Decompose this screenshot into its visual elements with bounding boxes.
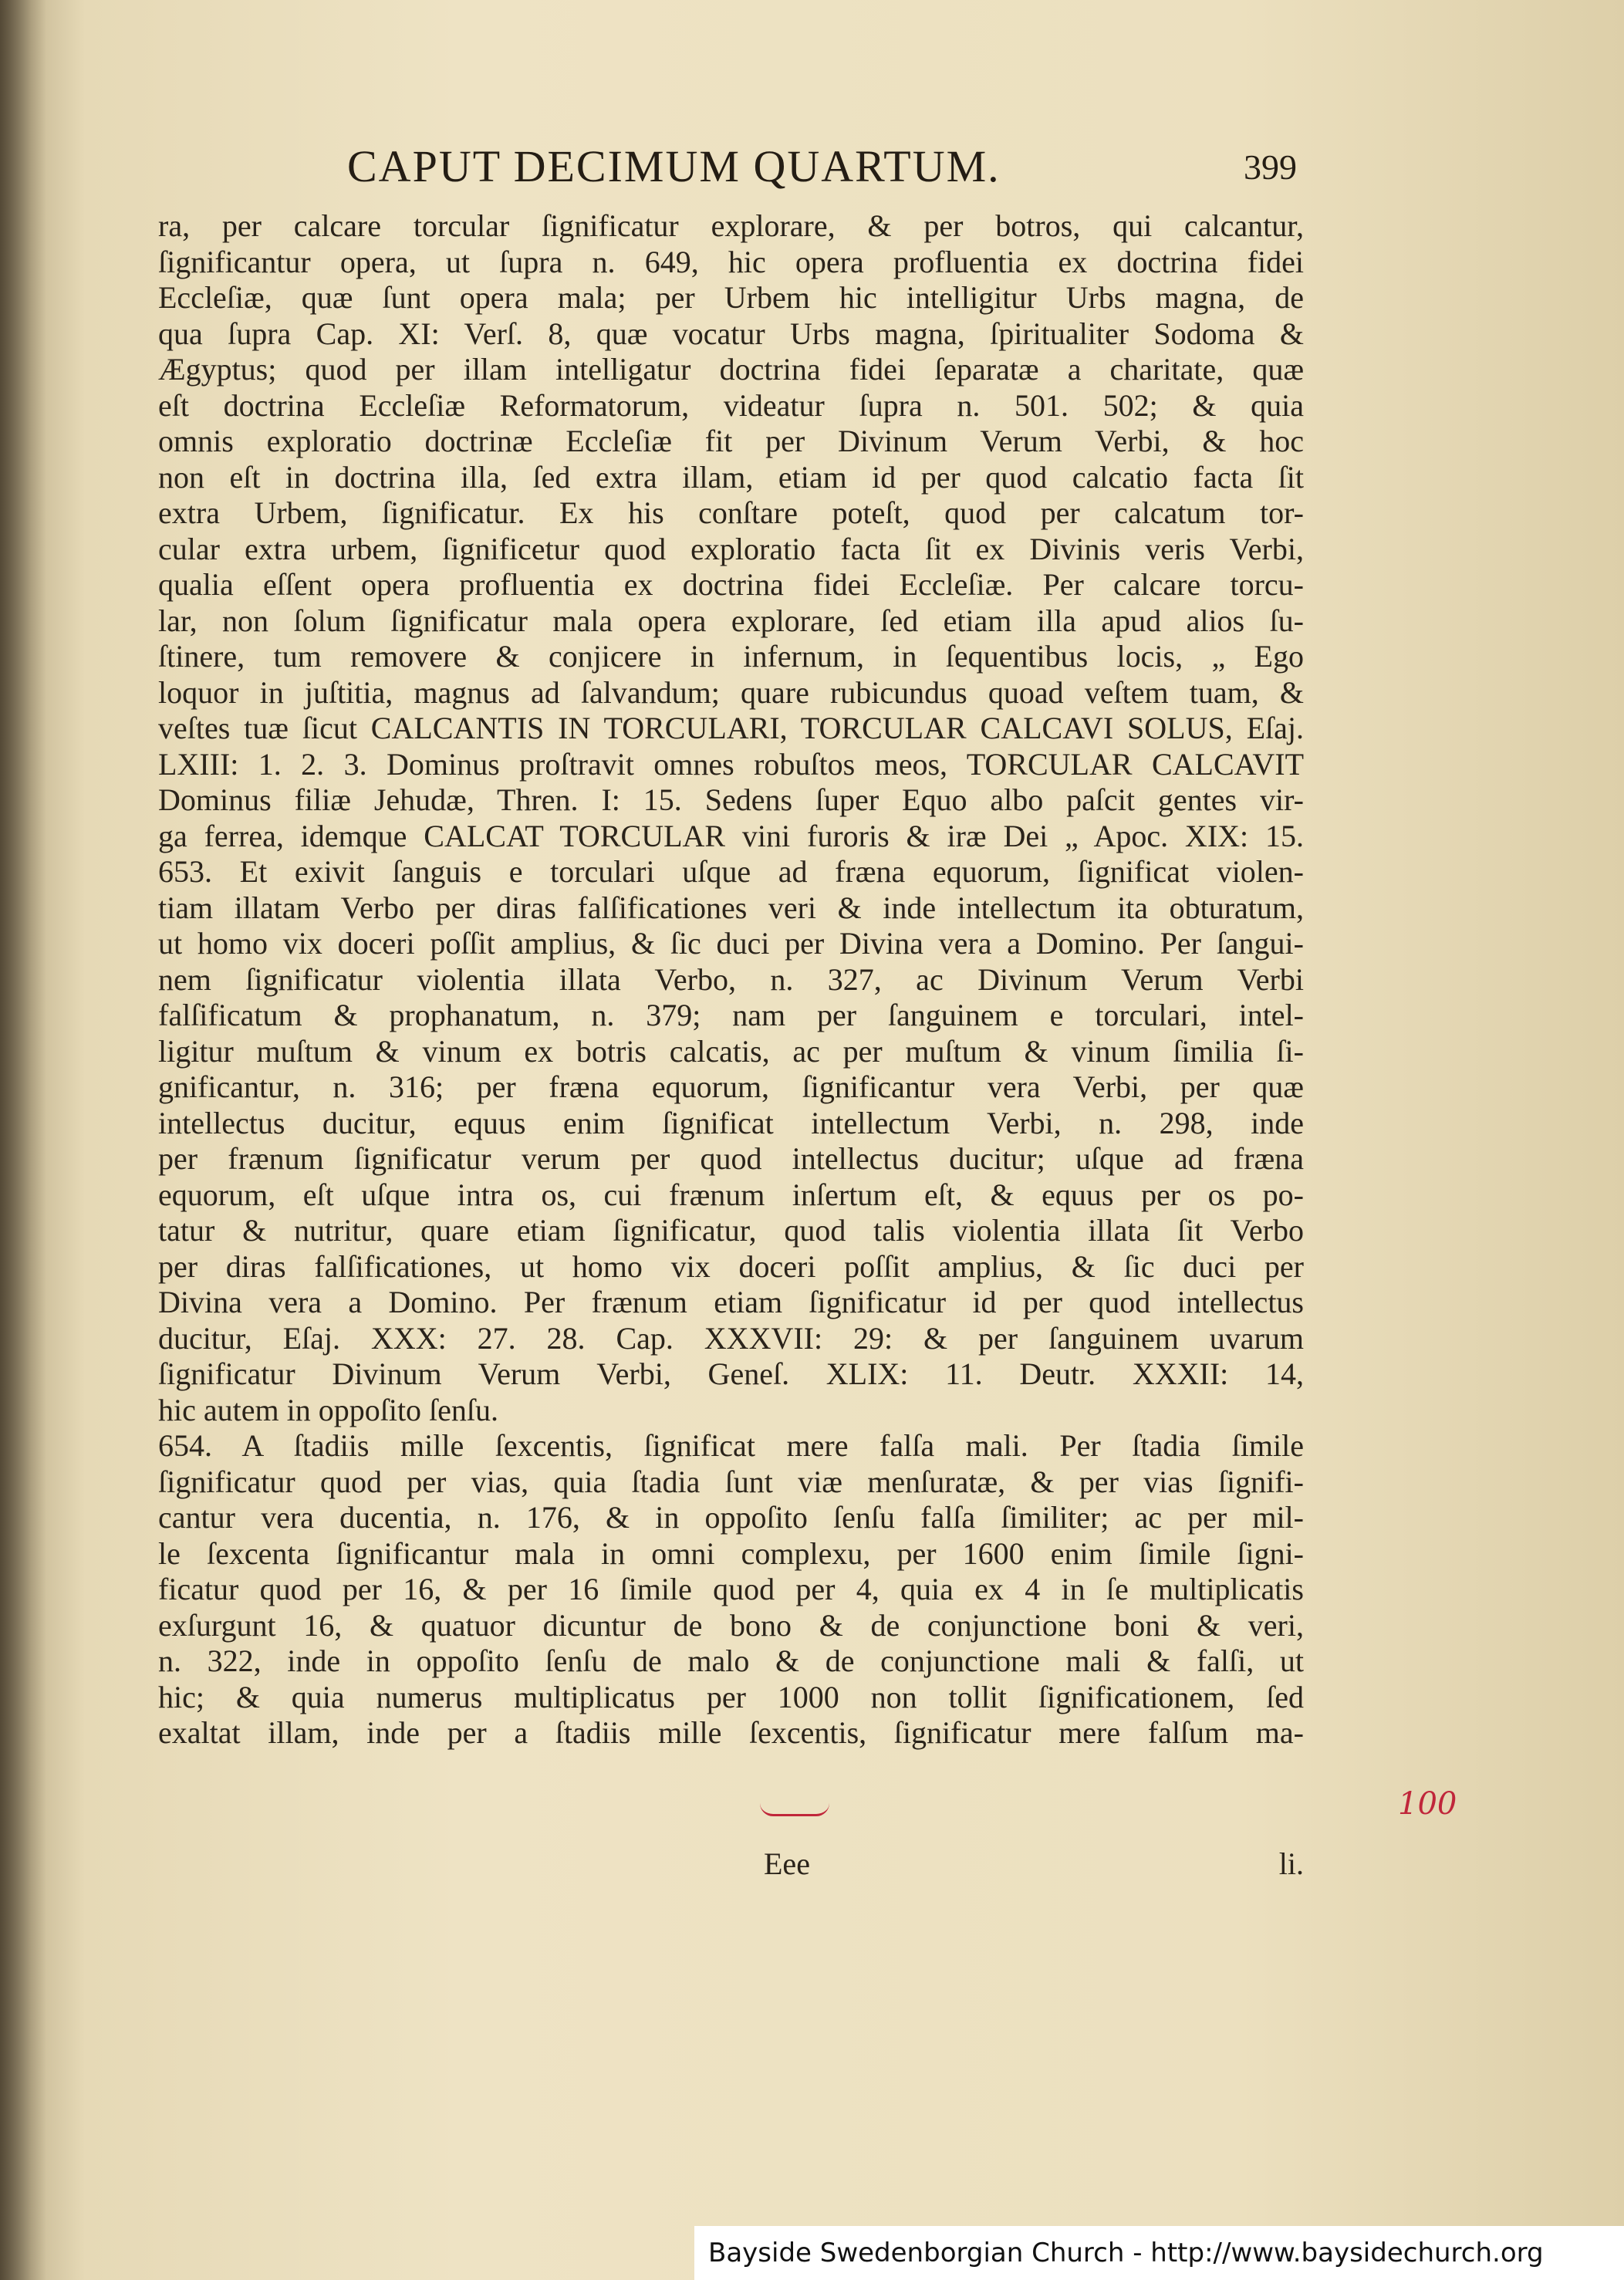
text-line: ra, per calcare torcular ſignificatur explorare, & per botros, qui calcantur, [158,208,1304,243]
text-line: ſignificantur opera, ut ſupra n. 649, hic opera profluentia ex doctrina fidei [158,244,1304,279]
text-line: intellectus ducitur, equus enim ſignificat intellectum Verbi, n. 298, inde [158,1105,1304,1140]
paragraph-653-start: 653. Et exivit ſanguis e torculari uſque ad fræna equorum, ſignificat violen- [158,854,1304,889]
text-line: per frænum ſignificatur verum per quod intellectus ducitur; uſque ad fræna [158,1141,1304,1176]
text-line: eſt doctrina Eccleſiæ Reformatorum, videatur ſupra n. 501. 502; & quia [158,387,1304,423]
text-line: Eccleſiæ, quæ ſunt opera mala; per Urbem hic intelligitur Urbs magna, de [158,280,1304,315]
running-head: CAPUT DECIMUM QUARTUM. [347,141,1001,191]
text-line: nem ſignificatur violentia illata Verbo, n. 327, ac Divinum Verum Verbi [158,961,1304,997]
text-line: qua ſupra Cap. XI: Verſ. 8, quæ vocatur Urbs magna, ſpiritualiter Sodoma & [158,316,1304,351]
text-line: omnis exploratio doctrinæ Eccleſiæ fit per Divinum Verum Verbi, & hoc [158,424,1304,458]
catchword: li. [1278,1846,1304,1881]
text-line: qualia eſſent opera profluentia ex doctrina fidei Eccleſiæ. Per calcare torcu- [158,567,1304,602]
text-line: loquor in juſtitia, magnus ad ſalvandum; quare rubicundus quoad veſtem tuam, & [158,674,1304,710]
text-line: Ægyptus; quod per illam intelligatur doctrina fidei ſeparatæ a charitate, quæ [158,352,1304,387]
text-line: non eſt in doctrina illa, ſed extra illam, etiam id per quod calcatio facta ſit [158,459,1304,495]
text-line: ſignificatur Divinum Verum Verbi, Geneſ. XLIX: 11. Deutr. XXXII: 14, [158,1356,1304,1391]
body-text [158,208,1304,1751]
page-number: 399 [1244,147,1297,187]
text-line: ſignificatur quod per vias, quia ſtadia ſunt viæ menſuratæ, & per vias ſignifi- [158,1464,1304,1499]
signature-mark: Eee [764,1846,810,1881]
paragraph-654-start: 654. A ſtadiis mille ſexcentis, ſignificat mere falſa mali. Per ſtadia ſimile [158,1428,1304,1463]
text-line: cular extra urbem, ſignificetur quod exploratio facta ſit ex Divinis veris Verbi, [158,531,1304,566]
page-footer [158,1846,1304,1884]
text-line: n. 322, inde in oppoſito ſenſu de malo & de conjunctione mali & falſi, ut [158,1643,1304,1678]
margin-annotation: 100 [1398,1786,1457,1822]
text-line: ligitur muſtum & vinum ex botris calcatis, ac per muſtum & vinum ſimilia ſi- [158,1033,1304,1069]
text-line: ut homo vix doceri poſſit amplius, & ſic duci per Divina vera a Domino. Per ſangui- [158,926,1304,961]
text-line: Dominus filiæ Jehudæ, Thren. I: 15. Sedens ſuper Equo albo paſcit gentes vir- [158,782,1304,817]
text-line: gnificantur, n. 316; per fræna equorum, ſignificantur vera Verbi, per quæ [158,1069,1304,1104]
text-line: veſtes tuæ ſicut CALCANTIS IN TORCULARI, TORCULAR CALCAVI SOLUS, Eſaj. [158,711,1304,745]
text-line: lar, non ſolum ſignificatur mala opera explorare, ſed etiam illa apud alios ſu- [158,603,1304,638]
text-line: ſtinere, tum removere & conjicere in infernum, in ſequentibus locis, „ Ego [158,639,1304,674]
gutter-shadow [0,0,46,2280]
text-line: hic autem in oppoſito ſenſu. [158,1392,499,1427]
text-line: extra Urbem, ſignificatur. Ex his conſtare poteſt, quod per calcatum tor- [158,495,1304,530]
text-line: exaltat illam, inde per a ſtadiis mille ſexcentis, ſignificatur mere falſum ma- [158,1715,1304,1750]
text-line: hic; & quia numerus multiplicatus per 1000 non tollit ſignificationem, ſed [158,1679,1304,1714]
text-line: cantur vera ducentia, n. 176, & in oppoſito ſenſu falſa ſimiliter; ac per mil- [158,1500,1304,1535]
text-line: ducitur, Eſaj. XXX: 27. 28. Cap. XXXVII: 29: & per ſanguinem uvarum [158,1320,1304,1356]
text-line: tatur & nutritur, quare etiam ſignificatur, quod talis violentia illata ſit Verbo [158,1213,1304,1248]
text-line: Divina vera a Domino. Per frænum etiam ſignificatur id per quod intellectus [158,1285,1304,1319]
text-line: LXIII: 1. 2. 3. Dominus proſtravit omnes robuſtos meos, TORCULAR CALCAVIT [158,746,1304,782]
text-line: exſurgunt 16, & quatuor dicuntur de bono & de conjunctione boni & veri, [158,1607,1304,1643]
text-line: tiam illatam Verbo per diras falſificationes veri & inde intellectum ita obturatum, [158,890,1304,925]
text-line: falſificatum & prophanatum, n. 379; nam per ſanguinem e torculari, intel- [158,998,1304,1032]
text-line: per diras falſificationes, ut homo vix doceri poſſit amplius, & ſic duci per [158,1248,1304,1284]
text-line: le ſexcenta ſignificantur mala in omni complexu, per 1600 enim ſimile ſigni- [158,1535,1304,1571]
text-line: equorum, eſt uſque intra os, cui frænum inſertum eſt, & equus per os po- [158,1177,1304,1212]
text-line: ga ferrea, idemque CALCAT TORCULAR vini furoris & iræ Dei „ Apoc. XIX: 15. [158,818,1304,853]
handwritten-underline [760,1803,829,1816]
credit-text: Bayside Swedenborgian Church - http://www.baysidechurch.org [708,2238,1544,2268]
text-line: ficatur quod per 16, & per 16 ſimile quod per 4, quia ex 4 in ſe multiplicatis [158,1572,1304,1606]
